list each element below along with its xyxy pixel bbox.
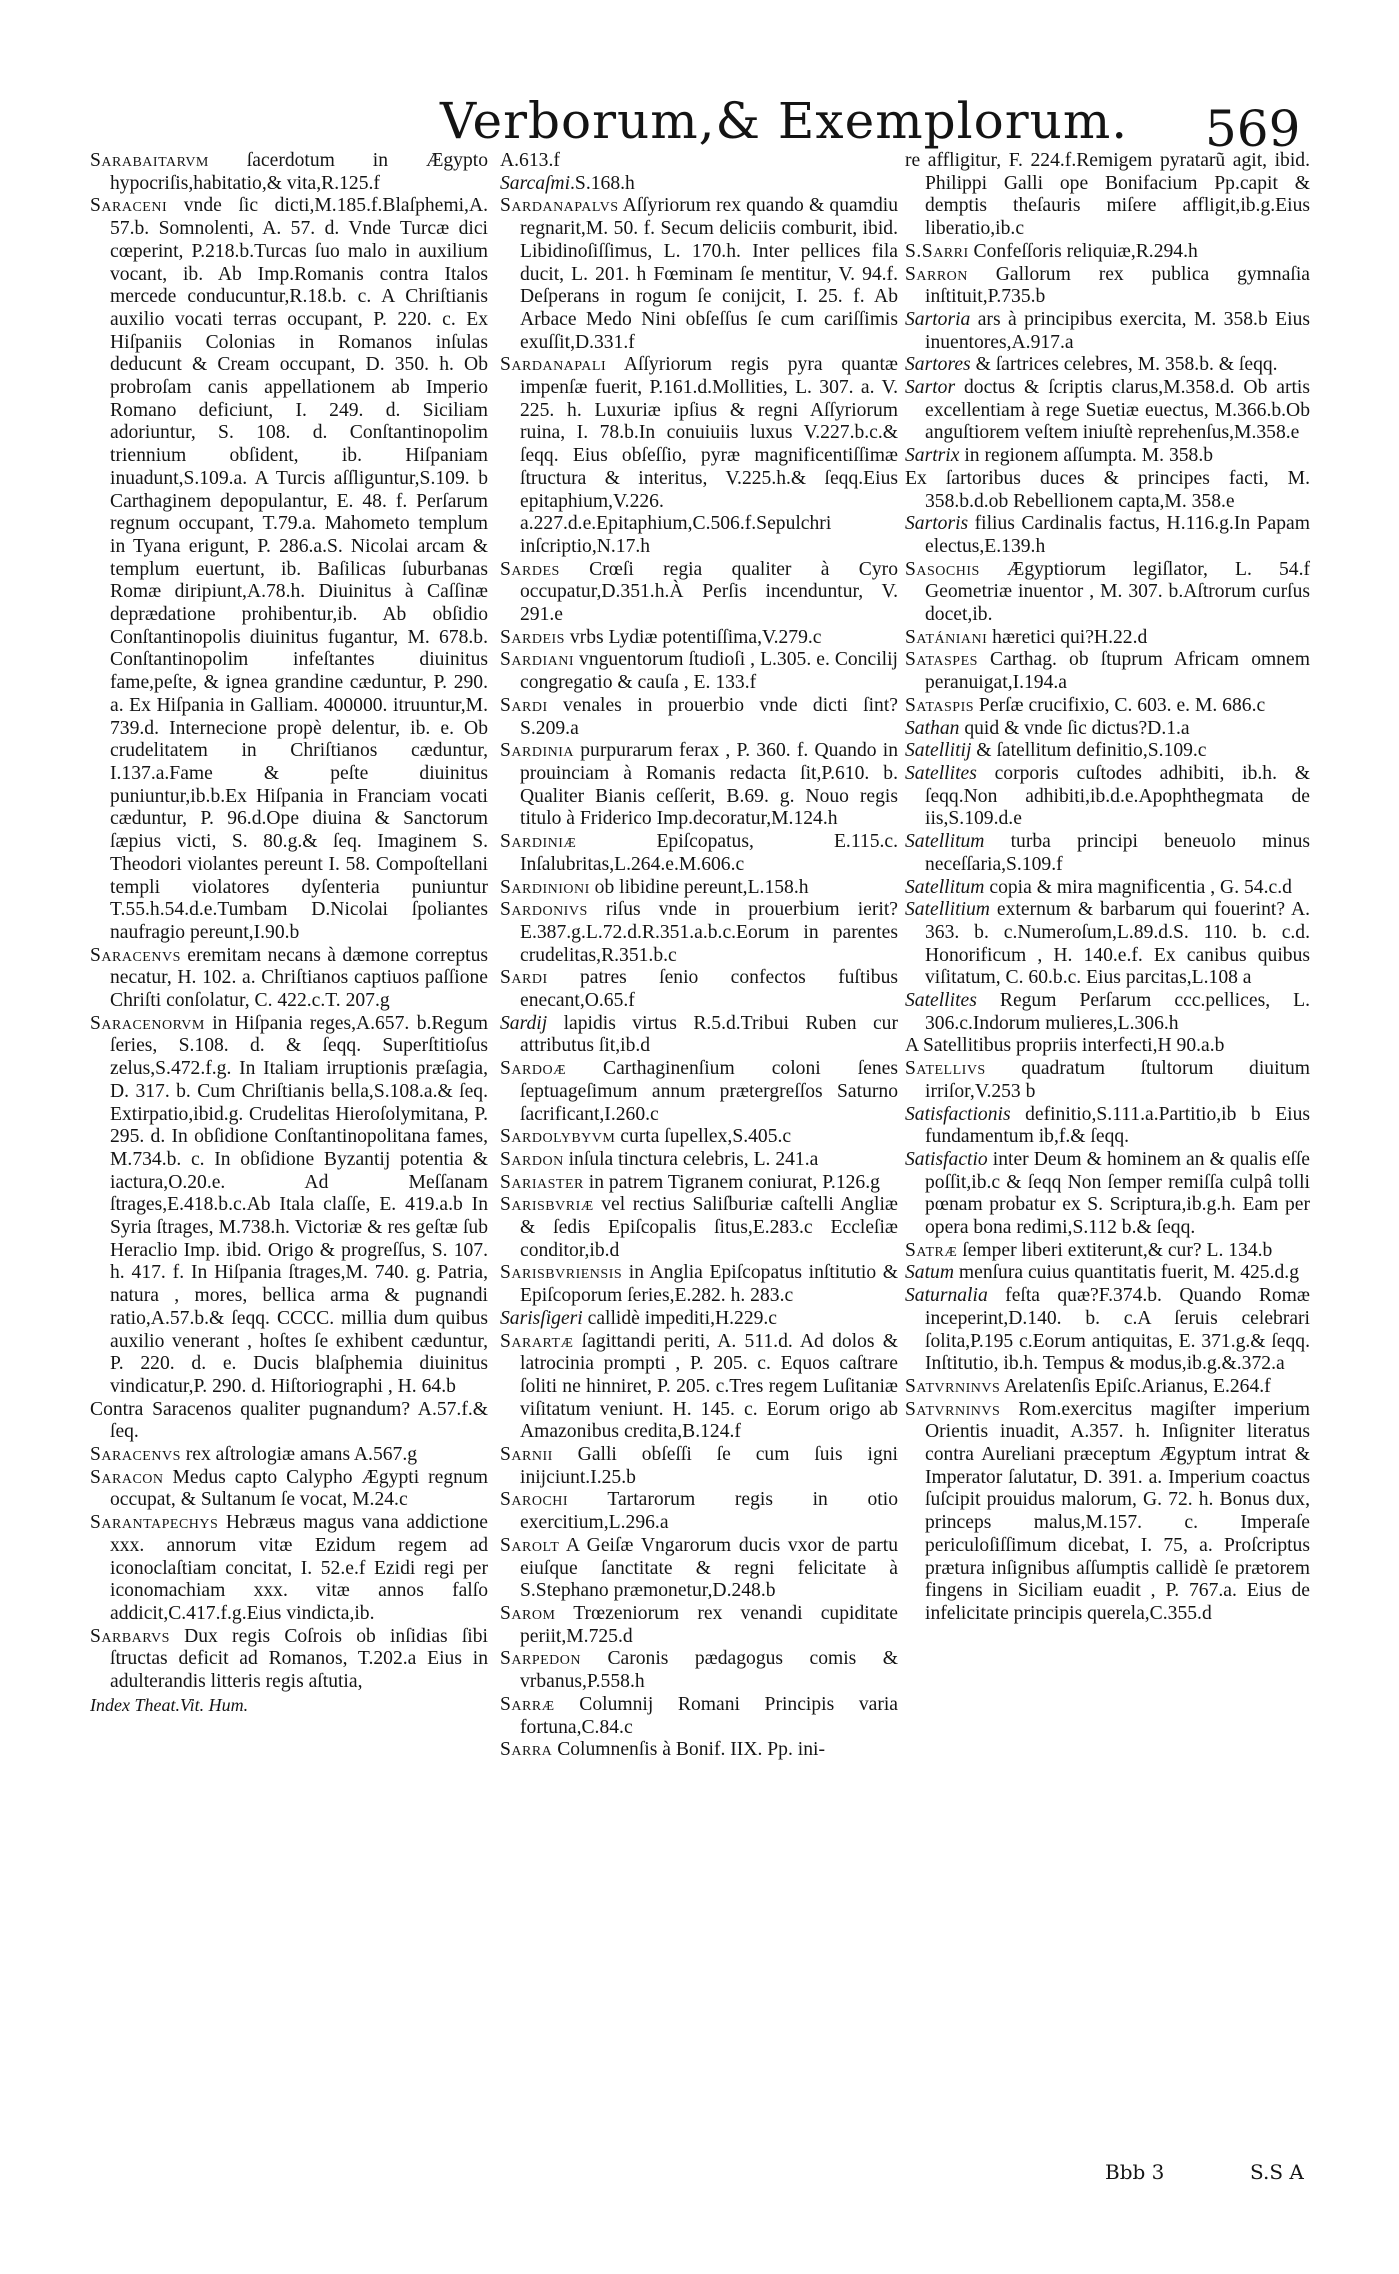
- entry-headword: Satisfactio: [905, 1148, 988, 1170]
- entry-text: Epiſcopatus, E.115.c. Inſalubritas,L.264.e.M.606.c: [520, 831, 898, 875]
- entry-text: Ex ſartoribus duces & principes facti, M. 358.b.d.ob Rebellionem capta,M. 358.e: [905, 467, 1310, 512]
- entry-text: purpurarum ferax , P. 360. f. Quando in prouinciam à Romanis redacta ſit,P.610. b. Qualiter Bianis ceſſerit, B.69. g. Nouo regis titulo à Friderico Imp.decoratur,M.124.h: [520, 740, 898, 830]
- entry-text: menſura cuius quantitatis fuerit, M. 425.d.g: [953, 1262, 1299, 1284]
- entry-headword: Satellitum: [905, 876, 985, 898]
- entry-text: Crœſi regia qualiter à Cyro occupatur,D.351.h.À Perſis incenduntur, V. 291.e: [520, 558, 898, 626]
- entry-headword: Sartoris: [905, 513, 969, 535]
- index-entry: [500, 1149, 898, 1172]
- index-entry: [500, 1535, 898, 1603]
- entry-text: Confeſſoris reliquiæ,R.294.h: [968, 240, 1198, 262]
- entry-text: patres ſenio confectos fuſtibus enecant,O.65.f: [520, 967, 898, 1012]
- index-entry: [905, 1262, 1310, 1285]
- entry-text: Galli obſeſſi ſe cum ſuis igni inijciunt.I.25.b: [520, 1444, 898, 1488]
- entry-headword: Sataspes: [905, 649, 978, 671]
- index-column-3: [905, 150, 1310, 1626]
- index-entry: [905, 1240, 1310, 1263]
- entry-headword: Sarbarvs: [90, 1625, 170, 1647]
- entry-headword: Sardi: [500, 967, 548, 989]
- entry-headword: Sarolt: [500, 1534, 560, 1556]
- entry-text: definitio,S.111.a.Partitio,ib b Eius fundamentum ib,f.& ſeqq.: [925, 1103, 1310, 1148]
- page-number: 569: [1205, 100, 1301, 158]
- index-entry: [500, 1444, 898, 1489]
- entry-text: ars à principibus exercita, M. 358.b Eius inuentores,A.917.a: [925, 308, 1310, 353]
- entry-text: Medus capto Calypho Ægypti regnum occupat, & Sultanum ſe vocat, M.24.c: [110, 1466, 488, 1511]
- entry-text: Gallorum rex publica gymnaſia inſtituit,P.735.b: [925, 263, 1310, 308]
- entry-text: corporis cuſtodes adhibiti, ib.h. & ſeqq.Non adhibiti,ib.d.e.Apophthegmata de iis,S.109.d.e: [925, 762, 1310, 830]
- index-entry: [905, 1285, 1310, 1376]
- entry-headword: Sasochis: [905, 558, 980, 580]
- index-entry: [905, 627, 1310, 650]
- entry-headword: Sardonivs: [500, 899, 588, 921]
- entry-text: vel rectius Saliſburiæ caſtelli Angliæ & ſedis Epiſcopalis ſitus,E.283.c Eccleſiæ conditor,ib.d: [520, 1194, 898, 1261]
- entry-headword: Sarræ: [500, 1693, 555, 1715]
- entry-text: ſagittandi periti, A. 511.d. Ad dolos & latrocinia prompti , P. 205. c. Equos caſtrare ſoliti ne hinniret, P. 205. c.Tres regem Luſitaniæ viſitatum veniunt. H. 145. c. Eorum origo ab Amazonibus credita,B.124.f: [520, 1330, 898, 1443]
- index-entry: [905, 1035, 1310, 1058]
- entry-headword: Sartor: [905, 377, 956, 399]
- index-entry: [905, 990, 1310, 1035]
- entry-headword: Saracenvs: [90, 944, 181, 966]
- index-entry: [500, 1603, 898, 1648]
- entry-headword: Sarabaitarvm: [90, 150, 209, 171]
- entry-text: A Geiſæ Vngarorum ducis vxor de partu eiuſque ſanctitate & regni felicitate à S.Stephano præmonetur,D.248.b: [520, 1534, 898, 1602]
- entry-text: & ſatellitum definitio,S.109.c: [971, 740, 1207, 762]
- entry-text: A Satellitibus propriis interfecti,H 90.a.b: [905, 1035, 1225, 1057]
- index-entry: [905, 309, 1310, 354]
- entry-text: Tartarorum regis in otio exercitium,L.296.a: [520, 1489, 898, 1534]
- entry-text: inſula tinctura celebris, L. 241.a: [563, 1148, 819, 1170]
- entry-headword: Sardanapalvs: [500, 195, 619, 217]
- entry-headword: Satellivs: [905, 1058, 986, 1080]
- entry-text: in regionem aſſumpta. M. 358.b: [959, 445, 1214, 467]
- index-entry: [905, 649, 1310, 694]
- index-entry: [500, 967, 898, 1012]
- index-entry: [500, 1308, 898, 1331]
- index-entry: [500, 559, 898, 627]
- index-entry: [500, 354, 898, 558]
- entry-text: filius Cardinalis factus, H.116.g.In Papam electus,E.139.h: [925, 513, 1310, 557]
- entry-headword: Satellites: [905, 762, 977, 784]
- entry-text: callidè impediti,H.229.c: [582, 1307, 778, 1329]
- entry-text: in patrem Tigranem coniurat, P.126.g: [583, 1171, 880, 1193]
- entry-headword: Saturnalia: [905, 1285, 988, 1307]
- index-entry: [500, 1058, 898, 1126]
- entry-text: in Hiſpania reges,A.657. b.Regum ſeries, S.108. d. & ſeqq. Superſtitioſus zelus,S.472.f.g. In Italiam irruptionis præſagia, D. 317. b. Cum Chriſtianis bella,S.108.a.& ſeq. Extirpatio,ibid.g. Crudelitas Hieroſolymitana, P. 295. d. In obſidione Conſtantinopolitana fames, M.734.b. c. In obſidione Byzantij potentia & iactura,O.20.e. Ad Meſſanam ſtrages,E.418.b.c.Ab Itala claſſe, E. 419.a.b In Syria ſtrages, M.738.h. Victoriæ & res geſtæ ſub Heraclio Imp. ibid. Origo & progreſſus, S. 107. h. 417. f. In Hiſpania ſtrages,M. 740. g. Patria, natura , mores, bellica arma & pugnandi ratio,A.57.b.& ſeqq. CCCC. millia dum quibus auxilio venerant , hoſtes ſe exhibent cæduntur, P. 220. d. e. Ducis blaſphemia diuinitus vindicatur,P. 290. d. Hiſtoriographi , H. 64.b: [110, 1012, 488, 1397]
- index-entry: [500, 150, 898, 173]
- entry-headword: Sardanapali: [500, 354, 607, 376]
- entry-text: Arelatenſis Epiſc.Arianus, E.264.f: [1000, 1375, 1271, 1397]
- entry-text: Regum Perſarum ccc.pellices, L. 306.c.Indorum mulieres,L.306.h: [925, 990, 1310, 1034]
- entry-text: Carthaginenſium coloni ſenes ſeptuageſimum annum prætergreſſos Saturno ſacrificant,I.260.c: [520, 1058, 898, 1125]
- entry-headword: Sardiniæ: [500, 831, 577, 853]
- index-entry: [905, 513, 1310, 558]
- entry-headword: Sardi: [500, 694, 548, 716]
- entry-headword: Sardij: [500, 1012, 548, 1034]
- index-entry: [905, 1376, 1310, 1399]
- entry-headword: S.Sarri: [905, 240, 969, 262]
- index-entry: [500, 1194, 898, 1262]
- signature-mark: Bbb 3: [1105, 2160, 1165, 2184]
- index-column-2: [500, 150, 898, 1762]
- entry-headword: Sarartæ: [500, 1330, 574, 1352]
- index-entry: [500, 1172, 898, 1195]
- index-entry: [905, 1058, 1310, 1103]
- entry-text: ob libidine pereunt,L.158.h: [589, 876, 809, 898]
- entry-text: vnde ſic dicti,M.185.f.Blaſphemi,A. 57.b. Somnolenti, A. 57. d. Vnde Turcæ dici cœperint, P.218.b.Turcas ſuo malo in auxilium vocant, ib. Ab Imp.Romanis contra Italos mercede conducuntur,R.18.b. c. A Chriſtianis auxilio vocati terras occupant, P. 220. c. Ex Hiſpaniis Colonias in Romanos inſulas deducunt & Cream occupant, D. 350. h. Ob probroſam canis appellationem ab Imperio Romano deficiunt, I. 249. d. Siciliam adoriuntur, S. 108. d. Conſtantinopolim triennium obſident, ib. Hiſpaniam inuadunt,S.109.a. A Turcis aſſliguntur,S.109. b Carthaginem depopulantur, E. 48. f. Perſarum regnum occupant, T.79.a. Mahometo templum in Tyana erigunt, P. 286.a.S. Nicolai arcam & templum euertunt, ib. Baſilicas ſuburbanas Romæ diripiunt,A.78.h. Diuinitus à Caſſinæ deprædatione prohibentur,ib. Ab obſidio Conſtantinopolis diuinitus fugantur, M. 678.b. Conſtantinopolim infeſtantes diuinitus fame,peſte, & ignea grandine cæduntur, P. 290. a. Ex Hiſpania in Galliam. 400000. itruuntur,M. 739.d. Internecione propè delentur, ib. e. Ob crudelitatem in Chriſtianos cæduntur, I.137.a.Fame & peſte diuinitus puniuntur,ib.b.Ex Hiſpania in Franciam vocati cæduntur, P. 96.d.Ope diuina & Sanctorum ſæpius victi, S. 80.g.& ſeq. Imaginem S. Theodori violantes pereunt I. 58. Compoſtellani templi violatores dyſenteria puniuntur T.55.h.54.d.e.Tumbam D.Nicolai ſpoliantes naufragio pereunt,I.90.b: [110, 195, 488, 943]
- entry-text: curta ſupellex,S.405.c: [615, 1126, 792, 1148]
- entry-text: .S.168.h: [570, 172, 635, 194]
- index-footer-text: Index Theat.Vit. Hum.: [90, 1694, 249, 1715]
- index-entry: [500, 1489, 898, 1534]
- index-entry: [90, 150, 488, 195]
- index-entry: [500, 1648, 898, 1693]
- entry-text: Dux regis Coſrois ob inſidias ſibi ſtructas deficit ad Romanos, T.202.a Eius in adulterandis litteris regis aſtutia,: [110, 1625, 488, 1693]
- entry-text: Ægyptiorum legiſlator, L. 54.f Geometriæ inuentor , M. 307. b.Aſtrorum curſus docet,ib.: [925, 558, 1310, 626]
- entry-headword: Sartoria: [905, 308, 971, 330]
- entry-text: Aſſyriorum rex quando & quamdiu regnarit,M. 50. f. Secum deliciis comburit, ibid. Libidinoſiſſimus, L. 170.h. Inter pellices fila ducit, L. 201. h Fœminam ſe mentitur, V. 94.f. Deſperans in rogum ſe conijcit, I. 25. f. Ab Arbace Medo Nini obſeſſus ſe cum cariſſimis exuſſit,D.331.f: [520, 195, 898, 353]
- entry-headword: Sardon: [500, 1148, 564, 1170]
- entry-text: Contra Saracenos qualiter pugnandum? A.57.f.& ſeq.: [90, 1398, 488, 1443]
- entry-text: ſemper liberi extiterunt,& cur? L. 134.b: [957, 1239, 1273, 1261]
- entry-headword: Sarisbvriensis: [500, 1262, 623, 1284]
- index-entry: [500, 1331, 898, 1445]
- entry-text: Rom.exercitus magiſter imperium Orientis inuadit, A.357. h. Inſigniter literatus contra Aureliani præceptum Ægyptum intrat & Imperator ſalutatur, D. 391. a. Imperium coactus ſuſcipit prouidus malorum, G. 72. h. Bonus dux, princeps malus,M.157. c. Imperaſe periculoſiſſimum dicebat, I. 75, a. Proſcriptus prætura inſignibus aſſumptis callidè ſe prætorem fingens in Siciliam euadit , P. 767.a. Eius de infelicitate principis querela,C.355.d: [925, 1398, 1310, 1624]
- entry-text: hæretici qui?H.22.d: [987, 626, 1148, 648]
- index-entry: [905, 354, 1310, 377]
- entry-headword: Sarnii: [500, 1444, 553, 1466]
- index-entry: [500, 1013, 898, 1058]
- entry-headword: Sarantapechys: [90, 1512, 219, 1534]
- entry-headword: Satellitij: [905, 740, 972, 762]
- entry-text: Carthag. ob ſtuprum Africam omnem peranuigat,I.194.a: [925, 649, 1310, 694]
- index-entry: [500, 877, 898, 900]
- entry-text: Columnij Romani Principis varia fortuna,C.84.c: [520, 1693, 898, 1738]
- entry-text: venales in prouerbio vnde dicti ſint? S.209.a: [520, 694, 898, 739]
- entry-headword: Satellitum: [905, 831, 985, 853]
- entry-text: Columnenſis à Bonif. IIX. Pp. ini-: [552, 1739, 825, 1761]
- entry-headword: Sarisbvriæ: [500, 1194, 594, 1216]
- index-entry: [905, 468, 1310, 513]
- index-entry: [905, 150, 1310, 241]
- index-entry: [500, 899, 898, 967]
- entry-headword: Sataspis: [905, 694, 975, 716]
- catchword: S.S A: [1250, 2160, 1304, 2184]
- entry-text: A.613.f: [500, 150, 560, 171]
- entry-headword: Sarpedon: [500, 1648, 582, 1670]
- index-entry: [500, 649, 898, 694]
- entry-text: quid & vnde ſic dictus?D.1.a: [959, 717, 1190, 739]
- index-entry: [500, 1126, 898, 1149]
- index-entry: [905, 831, 1310, 876]
- entry-headword: Satræ: [905, 1239, 958, 1261]
- entry-headword: Sardoæ: [500, 1058, 567, 1080]
- index-entry: [905, 264, 1310, 309]
- index-entry: [500, 695, 898, 740]
- entry-headword: Sarron: [905, 263, 968, 285]
- index-entry: [500, 740, 898, 831]
- index-entry: [90, 1467, 488, 1512]
- entry-headword: Sarisſigeri: [500, 1307, 583, 1329]
- entry-headword: Sardinia: [500, 740, 575, 762]
- entry-text: in Anglia Epiſcopatus inſtitutio & Epiſcoporum ſeries,E.282. h. 283.c: [520, 1262, 898, 1307]
- index-entry: [500, 1739, 898, 1762]
- index-entry: [500, 195, 898, 354]
- index-entry: [90, 1399, 488, 1444]
- entry-headword: Sardinioni: [500, 876, 590, 898]
- index-entry: [90, 945, 488, 1013]
- entry-headword: Sarra: [500, 1739, 553, 1761]
- entry-text: rex aſtrologiæ amans A.567.g: [180, 1444, 418, 1466]
- index-entry: [905, 877, 1310, 900]
- index-entry: [905, 899, 1310, 990]
- index-entry: [90, 1512, 488, 1626]
- entry-text: riſus vnde in prouerbium ierit?E.387.g.L.72.d.R.351.a.b.c.Eorum in parentes crudelitas,R.351.b.c: [520, 899, 898, 966]
- entry-text: quadratum ſtultorum diuitum irriſor,V.253 b: [925, 1058, 1310, 1102]
- entry-text: vnguentorum ſtudioſi , L.305. e. Concilij congregatio & cauſa , E. 133.f: [520, 649, 898, 694]
- entry-headword: Sartores: [905, 354, 971, 376]
- entry-text: externum & barbarum qui fouerint? A. 363. b. c.Numeroſum,L.89.d.S. 110. b. c.d. Honorificum , H. 140.e.f. Ex canibus quibus viſitatum, C. 60.b.c. Eius parcitas,L.108 a: [925, 899, 1310, 989]
- index-entry: [500, 1694, 898, 1739]
- entry-headword: Sartrix: [905, 445, 960, 467]
- index-column-1: [90, 150, 488, 1718]
- index-entry: [905, 445, 1310, 468]
- entry-headword: Saraceni: [90, 195, 168, 217]
- entry-text: inter Deum & hominem an & qualis eſſe poſſit,ib.c & ſeqq Non ſemper remiſſa culpâ tolli pœnam probatur ex S. Scriptura,ib.g.h. Eam per opera bona redimi,S.112 b.& ſeqq.: [925, 1148, 1310, 1239]
- entry-text: Hebræus magus vana addictione xxx. annorum vitæ Ezidum regem ad iconoclaſtiam concitat, I. 52.e.f Ezidi regi per iconomachiam xxx. vitæ annos falſo addicit,C.417.f.g.Eius vindicta,ib.: [110, 1512, 488, 1624]
- entry-text: eremitam necans à dæmone correptus necatur, H. 102. a. Chriſtianos captiuos paſſione Chriſti conſolatur, C. 422.c.T. 207.g: [110, 944, 488, 1012]
- entry-text: vrbs Lydiæ potentiſſima,V.279.c: [564, 626, 822, 648]
- entry-headword: Sardolybyvm: [500, 1126, 616, 1148]
- entry-headword: Satisfactionis: [905, 1103, 1011, 1125]
- entry-text: turba principi beneuolo minus neceſſaria,S.109.f: [925, 831, 1310, 875]
- index-entry: [905, 241, 1310, 264]
- entry-text: ſacerdotum in Ægypto hypocriſis,habitatio,& vita,R.125.f: [110, 150, 488, 194]
- entry-text: Caronis pædagogus comis & vrbanus,P.558.h: [520, 1648, 898, 1693]
- entry-text: Aſſyriorum regis pyra quantæ impenſæ fuerit, P.161.d.Mollities, L. 307. a. V. 225. h. Luxuriæ ipſius & regni Aſſyriorum ruina, I. 78.b.In conuiuiis luxus V.227.b.c.& ſeqq. Eius obſeſſio, pyræ magnificentiſſimæ ſtructura & interitus, V.225.h.& ſeqq.Eius epitaphium,V.226. a.227.d.e.Epitaphium,C.506.f.Sepulchri inſcriptio,N.17.h: [520, 354, 898, 557]
- index-entry: [90, 1013, 488, 1399]
- entry-headword: Sariaster: [500, 1171, 584, 1193]
- index-footer: [90, 1694, 488, 1718]
- entry-headword: Satellitium: [905, 899, 990, 921]
- index-entry: [905, 718, 1310, 741]
- index-entry: [90, 1626, 488, 1694]
- index-entry: [905, 695, 1310, 718]
- index-entry: [905, 1149, 1310, 1240]
- index-entry: [90, 195, 488, 944]
- index-entry: [905, 1399, 1310, 1626]
- index-entry: [500, 173, 898, 196]
- index-entry: [905, 559, 1310, 627]
- entry-headword: Saracenvs: [90, 1444, 181, 1466]
- entry-headword: Sardes: [500, 558, 560, 580]
- entry-text: Perſæ crucifixio, C. 603. e. M. 686.c: [974, 694, 1266, 716]
- entry-headword: Satellites: [905, 990, 977, 1012]
- entry-text: copia & mira magnificentia , G. 54.c.d: [984, 876, 1292, 898]
- index-entry: [905, 377, 1310, 445]
- entry-headword: Sardeis: [500, 626, 565, 648]
- index-entry: [500, 831, 898, 876]
- entry-headword: Satániani: [905, 626, 988, 648]
- index-entry: [90, 1444, 488, 1467]
- index-entry: [500, 627, 898, 650]
- index-entry: [500, 1262, 898, 1307]
- entry-text: Trœzeniorum rex venandi cupiditate periit,M.725.d: [520, 1603, 898, 1647]
- index-entry: [905, 1104, 1310, 1149]
- entry-headword: Satum: [905, 1262, 954, 1284]
- entry-headword: Satvrninvs: [905, 1375, 1001, 1397]
- entry-headword: Sardiani: [500, 649, 575, 671]
- entry-headword: Sarochi: [500, 1489, 569, 1511]
- entry-text: doctus & ſcriptis clarus,M.358.d. Ob artis excellentiam à rege Suetiæ euectus, M.366.b.Ob anguſtiorem veſtem iniuſtè reprehenſus,M.358.e: [925, 377, 1310, 444]
- entry-headword: Satvrninvs: [905, 1398, 1001, 1420]
- entry-text: & ſartrices celebres, M. 358.b. & ſeqq.: [970, 354, 1278, 376]
- entry-text: feſta quæ?F.374.b. Quando Romæ inceperint,D.140. b. c.A ſeruis celebrari ſolita,P.195 c.Eorum antiquitas, E. 371.g.& ſeqq. Inſtitutio, ib.h. Tempus & modus,ib.g.&.372.a: [925, 1285, 1310, 1375]
- entry-headword: Saracenorvm: [90, 1012, 205, 1034]
- entry-headword: Sarom: [500, 1603, 556, 1624]
- entry-text: re affligitur, F. 224.f.Remigem pyratarũ agit, ibid. Philippi Galli ope Bonifacium Pp.capit & demptis theſauris miſere affligit,ib.g.Eius liberatio,ib.c: [905, 150, 1310, 240]
- index-entry: [905, 740, 1310, 763]
- entry-headword: Sarcaſmi: [500, 172, 571, 194]
- entry-text: lapidis virtus R.5.d.Tribui Ruben cur attributus ſit,ib.d: [520, 1012, 898, 1057]
- running-header-title: Verborum,& Exemplorum.: [440, 92, 1129, 150]
- entry-headword: Saracon: [90, 1466, 164, 1488]
- index-entry: [905, 763, 1310, 831]
- entry-headword: Sathan: [905, 717, 960, 739]
